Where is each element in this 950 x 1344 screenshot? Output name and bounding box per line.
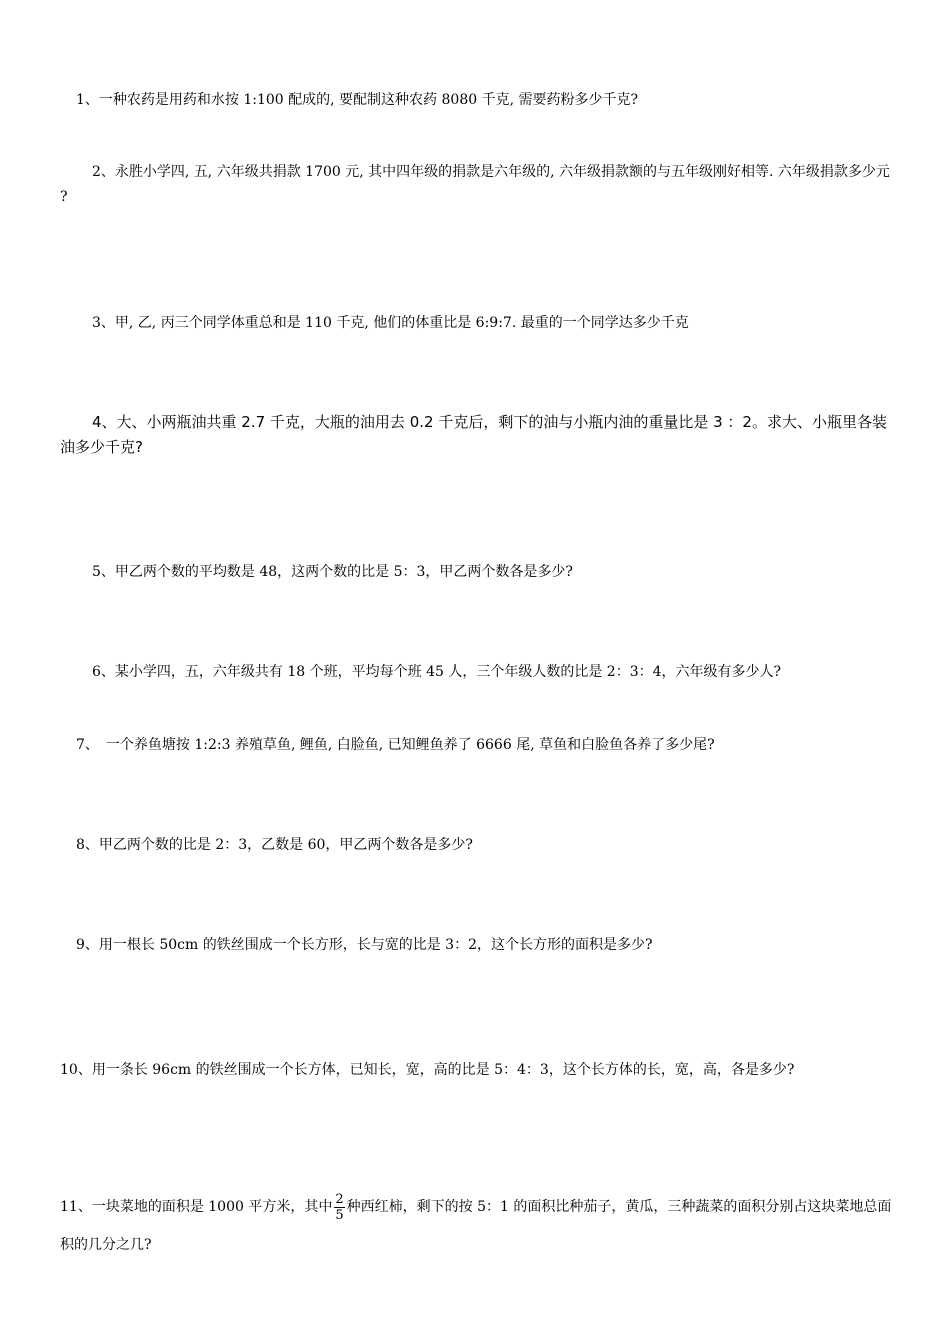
question-7: 7、 一个养鱼塘按 1:2:3 养殖草鱼, 鲤鱼, 白脸鱼, 已知鲤鱼养了 6666 尾, 草鱼和白脸鱼各养了多少尾? [76,737,715,753]
question-5: 5、甲乙两个数的平均数是 48，这两个数的比是 5：3，甲乙两个数各是多少? [92,564,573,580]
fraction-denominator: 5 [335,1207,344,1223]
fraction-numerator: 2 [335,1191,344,1207]
question-1: 1、一种农药是用药和水按 1:100 配成的, 要配制这种农药 8080 千克, 需要药粉多少千克? [76,92,638,108]
question-2: 2、永胜小学四, 五, 六年级共捐款 1700 元, 其中四年级的捐款是六年级的, 六年级捐款额的与五年级刚好相等. 六年级捐款多少元 ? [60,164,890,205]
question-11-after: 种西红柿，剩下的按 5：1 的面积比种茄子，黄瓜，三种蔬菜的面积分别占这块菜地总面积的几分之几? [60,1199,892,1253]
question-8: 8、甲乙两个数的比是 2：3，乙数是 60，甲乙两个数各是多少? [76,837,473,853]
question-4: 4、大、小两瓶油共重 2.7 千克，大瓶的油用去 0.2 千克后，剩下的油与小瓶内油的重量比是 3 ：2。求大、小瓶里各装油多少千克? [60,413,887,456]
question-11 [60,1188,900,1264]
question-11-before: 11、一块菜地的面积是 1000 平方米，其中 [60,1199,333,1215]
question-9: 9、用一根长 50cm 的铁丝围成一个长方形，长与宽的比是 3：2，这个长方形的面积是多少? [76,937,653,953]
question-10: 10、用一条长 96cm 的铁丝围成一个长方体，已知长，宽，高的比是 5：4：3，这个长方体的长，宽，高，各是多少? [60,1062,795,1078]
fraction-two-fifths [334,1192,344,1223]
question-6: 6、某小学四，五，六年级共有 18 个班，平均每个班 45 人，三个年级人数的比是 2：3：4，六年级有多少人? [92,664,782,680]
question-3: 3、甲, 乙, 丙三个同学体重总和是 110 千克, 他们的体重比是 6:9:7. 最重的一个同学达多少千克 [92,315,689,331]
